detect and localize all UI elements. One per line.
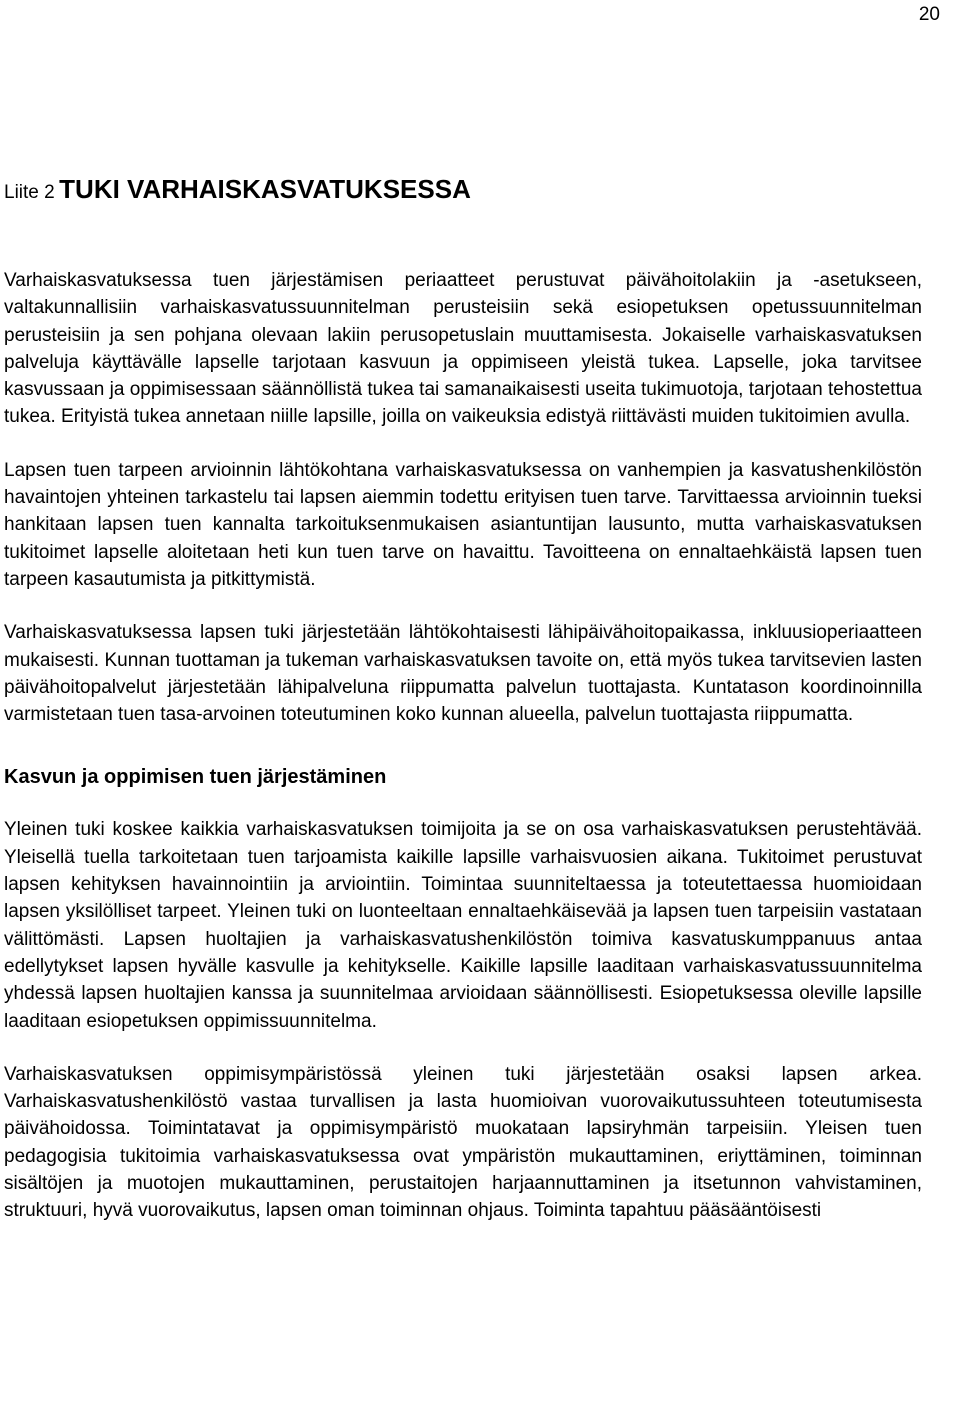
section-paragraph-1: Yleinen tuki koskee kaikkia varhaiskasvatuksen toimijoita ja se on osa varhaiskasvatuksen perustehtävää. Yleisellä tuella tarkoitetaan tuen tarjoamista kaikille lapsille varhaisvuosien aikana. Tukitoimet perustuvat lapsen kehityksen havainnointiin ja arviointiin. Toimintaa suunniteltaessa ja toteutettaessa huomioidaan lapsen yksilölliset tarpeet. Yleinen tuki on luonteeltaan ennaltaehkäisevää ja lapsen tuen tarpeisiin vastataan välittömästi. Lapsen huoltajien ja varhaiskasvatushenkilöstön toimiva kasvatuskumppanuus antaa edellytykset lapsen hyvälle kasvulle ja kehitykselle. Kaikille lapsille laaditaan varhaiskasvatussuunnitelma yhdessä lapsen huoltajien kanssa ja suunnitelmaa arvioidaan säännöllisesti. Esiopetuksessa oleville lapsille laaditaan esiopetuksen oppimissuunnitelma. bbox=[4, 819, 922, 1032]
title-main: TUKI VARHAISKASVATUKSESSA bbox=[59, 174, 471, 204]
intro-paragraph-2: Lapsen tuen tarpeen arvioinnin lähtökohtana varhaiskasvatuksessa on vanhempien ja kasvatushenkilöstön havaintojen yhteinen tarkastelu tai lapsen aiemmin todettu erityisen tuen tarve. Tarvittaessa arvioinnin tueksi hankitaan lapsen tuen kannalta tarkoituksenmukaisen asiantuntijan lausunto, mutta varhaiskasvatuksen tukitoimet lapselle aloitetaan heti kun tuen tarve on havaittu. Tavoitteena on ennaltaehkäistä lapsen tuen tarpeen kasautumista ja pitkittymistä. bbox=[4, 459, 922, 590]
page-number: 20 bbox=[918, 4, 940, 25]
title-prefix: Liite 2 bbox=[4, 182, 55, 203]
section-paragraph-2: Varhaiskasvatuksen oppimisympäristössä yleinen tuki järjestetään osaksi lapsen arkea. Varhaiskasvatushenkilöstö vastaa turvallisen ja lasta huomioivan vuorovaikutussuhteen toteutumisesta päivähoidossa. Toimintatavat ja oppimisympäristö muokataan lapsiryhmän tarpeisiin. Yleisen tuen pedagogisia tukitoimia varhaiskasvatuksessa ovat ympäristön mukauttaminen, eriyttäminen, toiminnan sisältöjen ja muotojen mukauttaminen, perustaitojen harjaannuttaminen ja itsetunnon vahvistaminen, struktuuri, hyvä vuorovaikutus, lapsen oman toiminnan ohjaus. Toiminta tapahtuu pääsääntöisesti bbox=[4, 1063, 922, 1222]
section-heading: Kasvun ja oppimisen tuen järjestäminen bbox=[4, 766, 387, 789]
intro-paragraph-1: Varhaiskasvatuksessa tuen järjestämisen periaatteet perustuvat päivähoitolakiin ja -asetukseen, valtakunnallisiin varhaiskasvatussuunnitelman perusteisiin sekä esiopetuksen opetussuunnitelman perusteisiin ja sen pohjana olevaan lakiin perusopetuslain muuttamisesta. Jokaiselle varhaiskasvatuksen palveluja käyttävälle lapselle tarjotaan kasvuun ja oppimiseen yleistä tukea. Lapselle, joka tarvitsee kasvussaan ja oppimisessaan säännöllistä tukea tai samanaikaisesti useita tukimuotoja, tarjotaan tehostettua tukea. Erityistä tukea annetaan niille lapsille, joilla on vaikeuksia edistyä riittävästi muiden tukitoimien avulla. bbox=[4, 270, 922, 428]
document-title bbox=[4, 170, 922, 213]
intro-paragraph-3: Varhaiskasvatuksessa lapsen tuki järjestetään lähtökohtaisesti lähipäivähoitopaikassa, inkluusioperiaatteen mukaisesti. Kunnan tuottaman ja tukeman varhaiskasvatuksen tavoite on, että myös tukea tarvitsevien lasten päivähoitopalvelut järjestetään lähipalveluna riippumatta palvelun tuottajasta. Kuntatason koordinoinnilla varmistetaan tuen tasa-arvoinen toteutuminen koko kunnan alueella, palvelun tuottajasta riippumatta. bbox=[4, 622, 922, 726]
document-body bbox=[4, 170, 922, 1251]
